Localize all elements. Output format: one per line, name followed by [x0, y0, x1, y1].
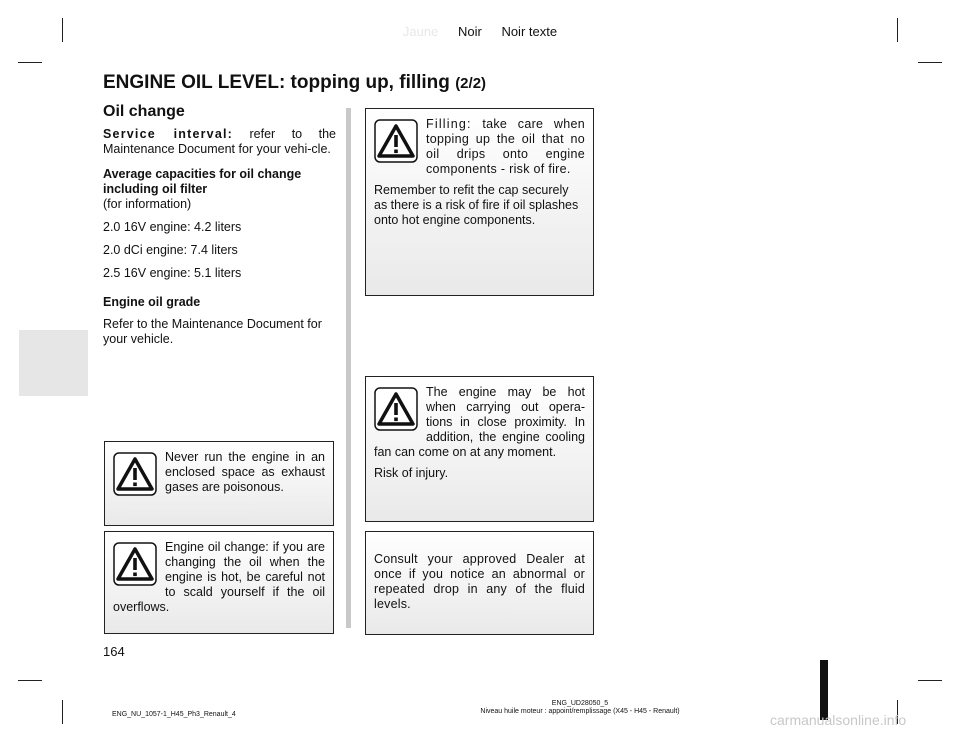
warning-icon: [374, 387, 418, 431]
engine-capacity: 2.0 16V engine: 4.2 liters: [103, 220, 242, 234]
warning-oil-change-label: Engine oil change:: [165, 540, 269, 554]
crop-mark: [18, 62, 42, 63]
warning-icon: [113, 542, 157, 586]
page-title-text: ENGINE OIL LEVEL: topping up, filling: [103, 72, 450, 93]
warning-hot-risk: Risk of injury.: [374, 466, 449, 480]
warning-box-filling: [365, 108, 594, 296]
service-interval-text: refer to the Maintenance Document for your vehi-cle.: [103, 127, 337, 156]
page-number: 164: [103, 644, 125, 659]
warning-hot-text: The engine may be hot when carrying out opera-tions in close proximity. In addition, the engine cooling fan can come on at any moment.: [374, 385, 585, 459]
warning-filling-label: Filling:: [426, 117, 472, 131]
grade-heading: Engine oil grade: [103, 295, 201, 309]
footer-right-desc: Niveau huile moteur : appoint/remplissage (X45 - H45 - Renault): [480, 708, 680, 715]
oil-change-heading: Oil change: [103, 103, 185, 120]
warning-box-oil-change: [104, 531, 334, 634]
capacities-block: [103, 167, 336, 212]
watermark: carmanualsonline.info: [770, 712, 907, 728]
page-title: [103, 72, 486, 94]
footer-left-code: ENG_NU_1057-1_H45_Ph3_Renault_4: [112, 711, 236, 718]
column-divider: [346, 108, 351, 628]
service-interval-label: Service interval:: [103, 127, 234, 141]
warning-filling-text-2: Remember to refit the cap securely as there is a risk of fire if oil splashes onto hot engine components.: [374, 183, 579, 227]
warning-box-enclosed: [104, 441, 334, 526]
color-label-jaune: Jaune: [402, 24, 439, 39]
crop-mark: [918, 62, 942, 63]
warning-box-hot-engine: [365, 376, 594, 522]
warning-filling-body: take care when topping up the oil that no oil drips onto engine components - risk of fire.: [426, 117, 585, 176]
warning-icon: [113, 452, 157, 496]
warning-enclosed-text: Never run the engine in an enclosed space as exhaust gases are poisonous.: [165, 450, 325, 494]
engine-capacity: 2.5 16V engine: 5.1 liters: [103, 266, 242, 280]
color-bar: [0, 24, 960, 39]
section-tab: [19, 330, 88, 396]
capacities-note: (for information): [103, 197, 192, 211]
color-label-noir: Noir: [457, 24, 482, 39]
oil-change-section: [103, 104, 336, 354]
note-dealer-text: Consult your approved Dealer at once if you notice an abnormal or repeated drop in any of the fluid levels.: [374, 552, 585, 611]
crop-mark: [62, 700, 63, 724]
warning-icon: [374, 119, 418, 163]
note-box-dealer: [365, 531, 594, 635]
capacities-heading: Average capacities for oil change including oil filter: [103, 167, 302, 196]
footer-right-code: ENG_UD28050_5: [551, 700, 609, 707]
crop-mark: [18, 680, 42, 681]
page-title-part: (2/2): [455, 75, 487, 92]
service-interval: [103, 127, 336, 157]
thumb-index-bar: [820, 660, 828, 720]
footer-right: [470, 700, 690, 716]
warning-oil-change-body: if you are changing the oil when the engine is hot, be careful not to scald yourself if the oil overflows.: [113, 540, 325, 614]
grade-text: Refer to the Maintenance Document for your vehicle.: [103, 317, 322, 346]
color-label-noir-texte: Noir texte: [501, 24, 558, 39]
engine-capacity: 2.0 dCi engine: 7.4 liters: [103, 243, 238, 257]
crop-mark: [918, 680, 942, 681]
